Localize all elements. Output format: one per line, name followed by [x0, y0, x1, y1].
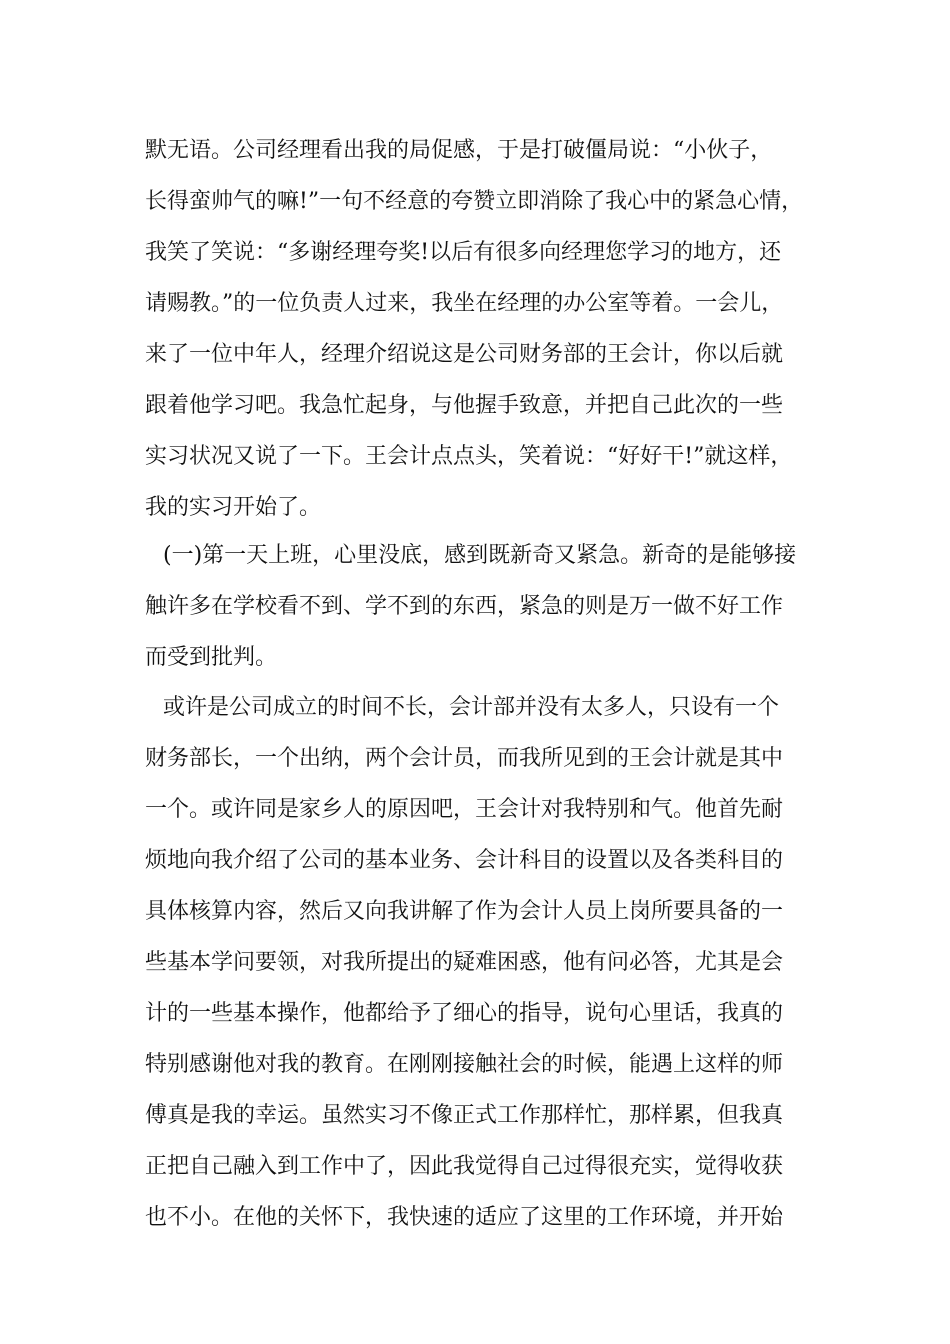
body-text-line: 也不小。在他的关怀下，我快速的适应了这里的工作环境，并开始 [145, 1205, 784, 1230]
body-text-line: 默无语。公司经理看出我的局促感，于是打破僵局说：“小伙子， [145, 138, 773, 163]
body-text-line: 财务部长，一个出纳，两个会计员，而我所见到的王会计就是其中 [145, 746, 784, 771]
body-text-line: 长得蛮帅气的嘛!”一句不经意的夸赞立即消除了我心中的紧急心情， [145, 189, 804, 214]
body-text-line: 一个。或许同是家乡人的原因吧，王会计对我特别和气。他首先耐 [145, 797, 784, 822]
body-text-line: 些基本学问要领，对我所提出的疑难困惑，他有问必答，尤其是会 [145, 950, 784, 975]
body-text-line: 请赐教。”的一位负责人过来，我坐在经理的办公室等着。一会儿， [145, 291, 784, 316]
section-heading-line: (一)第一天上班，心里没底，感到既新奇又紧急。新奇的是能够接 [163, 543, 797, 568]
body-text-line: 烦地向我介绍了公司的基本业务、会计科目的设置以及各类科目的 [145, 848, 784, 873]
body-text-line: 计的一些基本操作，他都给予了细心的指导，说句心里话，我真的 [145, 1001, 784, 1026]
body-text-line: 来了一位中年人，经理介绍说这是公司财务部的王会计，你以后就 [145, 342, 784, 367]
body-text-line: 我笑了笑说：“多谢经理夸奖!以后有很多向经理您学习的地方，还 [145, 240, 782, 265]
paragraph-first-line: 或许是公司成立的时间不长，会计部并没有太多人，只设有一个 [163, 695, 780, 720]
body-text-line: 具体核算内容，然后又向我讲解了作为会计人员上岗所要具备的一 [145, 899, 784, 924]
body-text-line: 傅真是我的幸运。虽然实习不像正式工作那样忙，那样累，但我真 [145, 1103, 784, 1128]
body-text-line: 而受到批判。 [145, 645, 278, 670]
body-text-line: 触许多在学校看不到、学不到的东西，紧急的则是万一做不好工作 [145, 594, 784, 619]
body-text-line: 跟着他学习吧。我急忙起身，与他握手致意，并把自己此次的一些 [145, 393, 784, 418]
body-text-line: 特别感谢他对我的教育。在刚刚接触社会的时候，能遇上这样的师 [145, 1052, 784, 1077]
body-text-line: 正把自己融入到工作中了，因此我觉得自己过得很充实，觉得收获 [145, 1154, 784, 1179]
body-text-line: 实习状况又说了一下。王会计点点头，笑着说：“好好干!”就这样， [145, 444, 793, 469]
body-text-line: 我的实习开始了。 [145, 495, 322, 520]
